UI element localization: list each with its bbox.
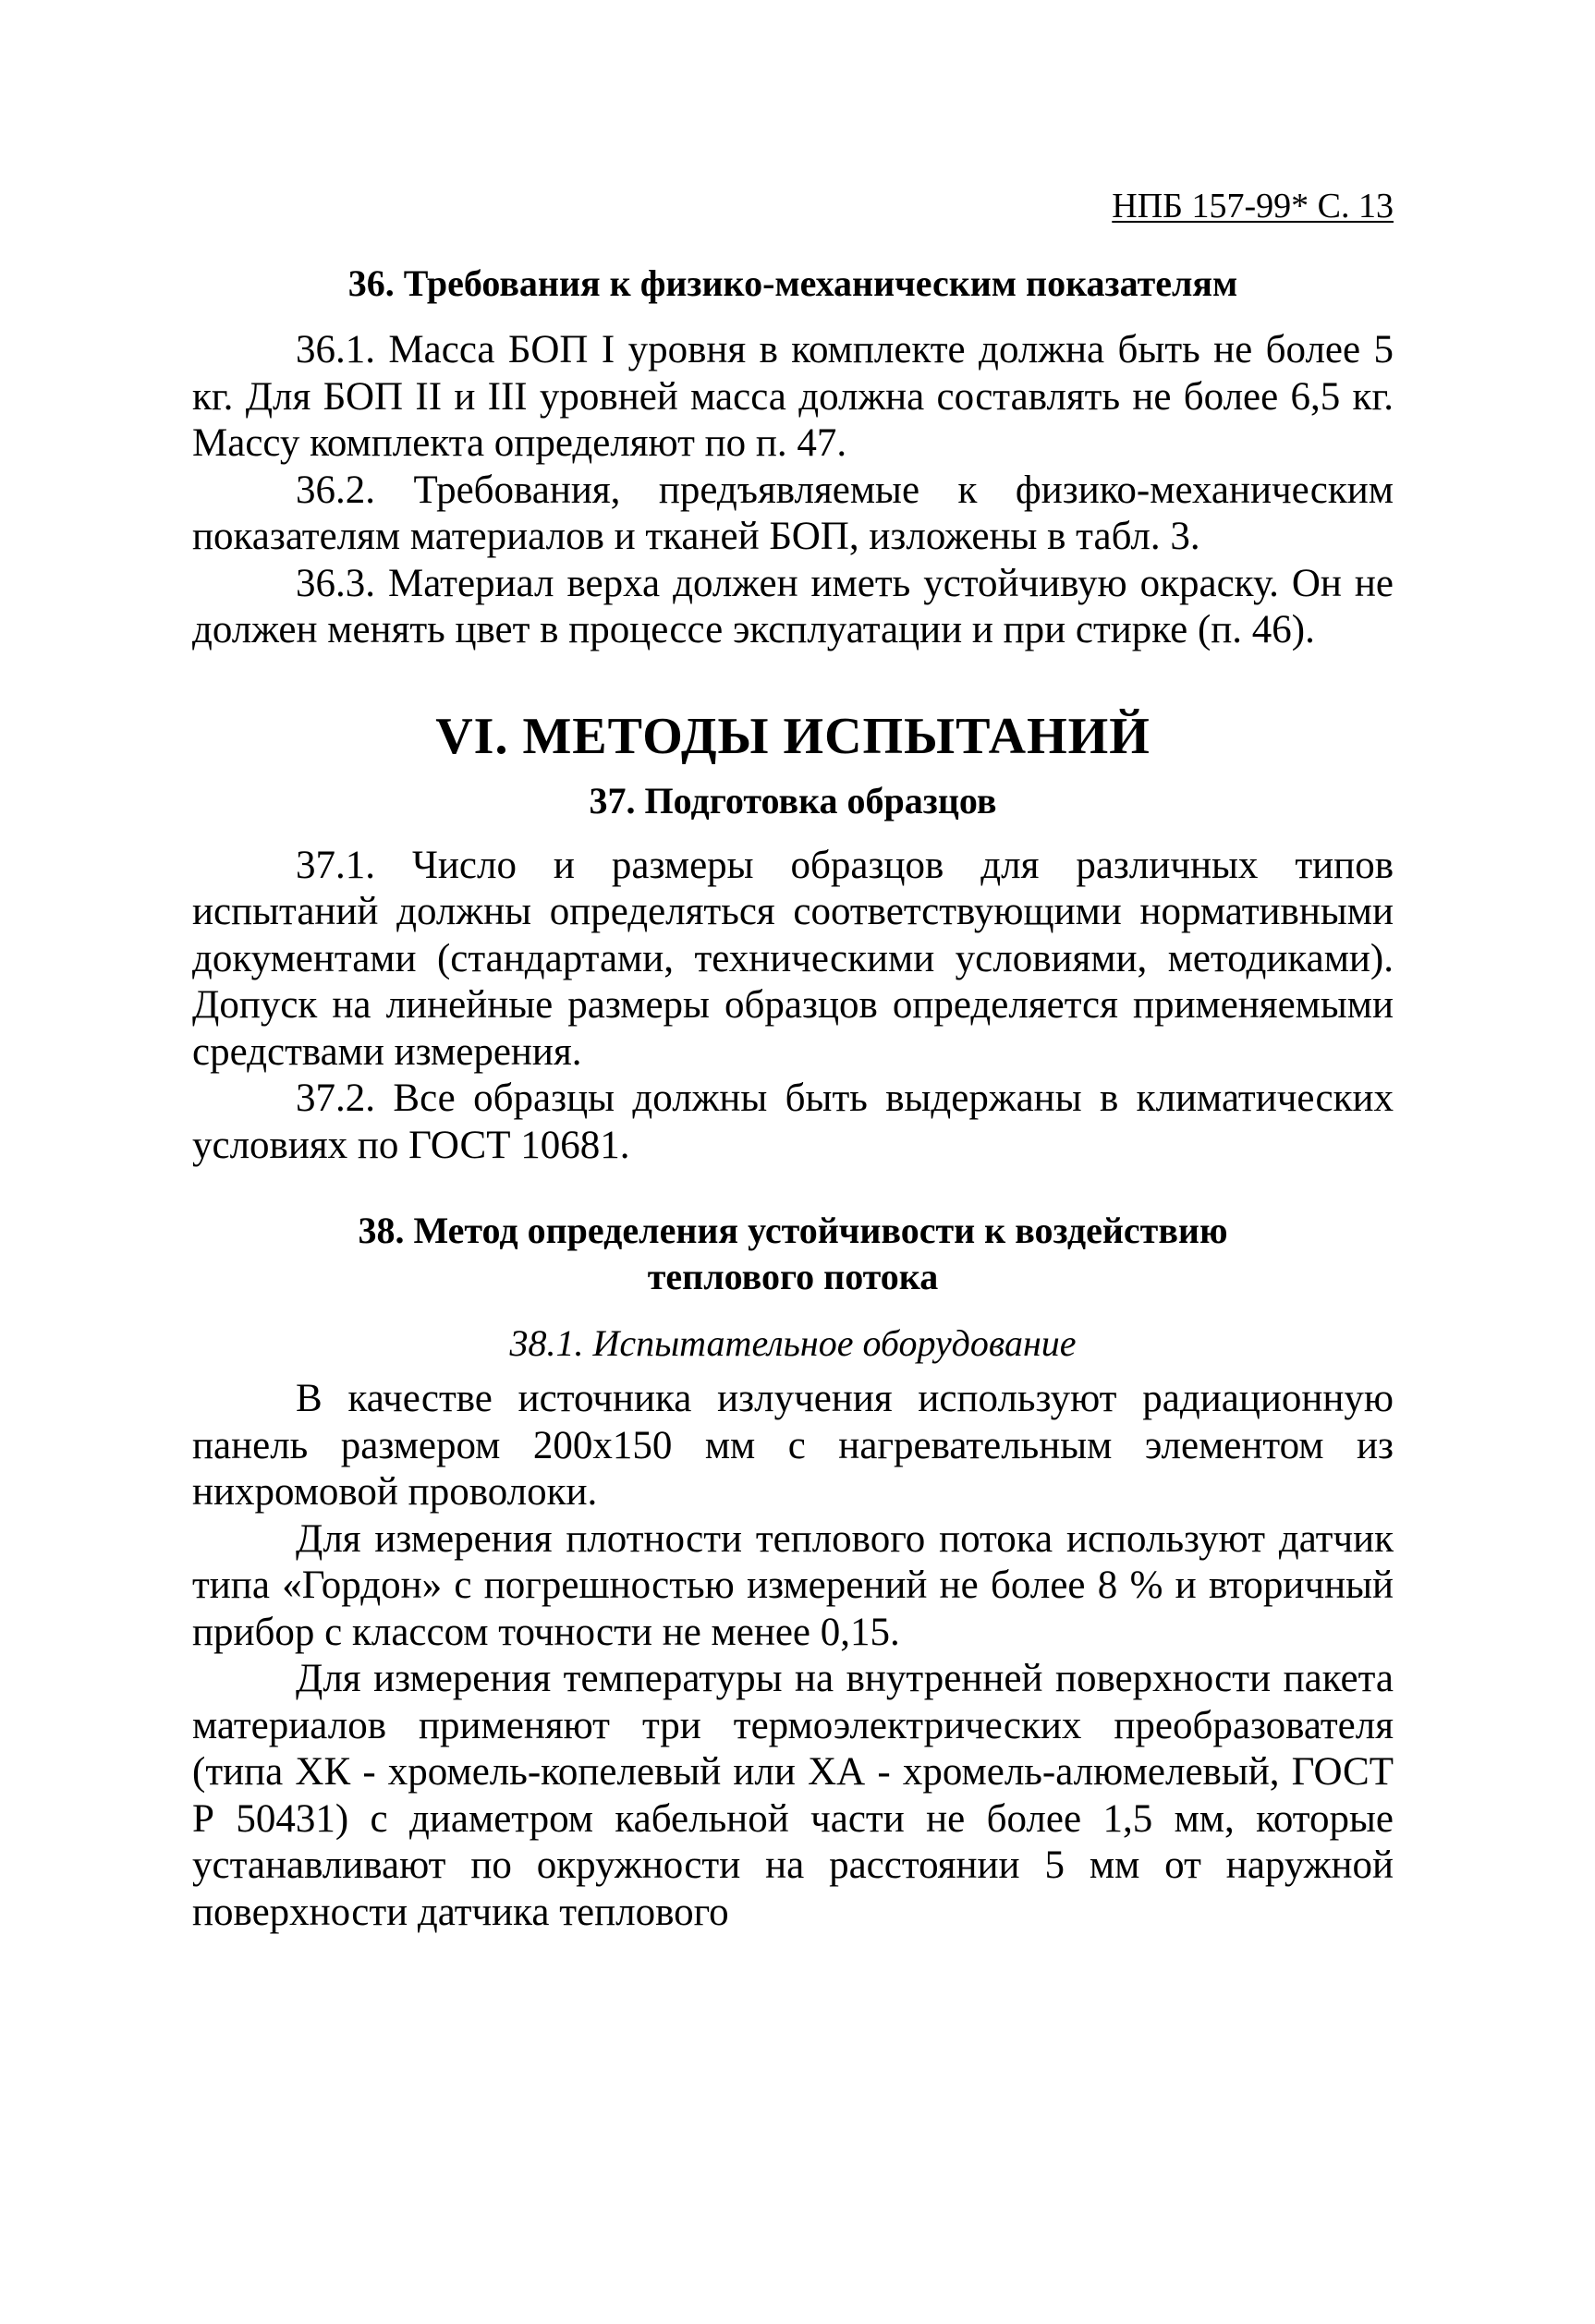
section-38-title — [192, 1208, 1394, 1300]
paragraph-37-2: 37.2. Все образцы должны быть выдержаны в климатических условиях по ГОСТ 10681. — [192, 1077, 1394, 1167]
paragraph-36-3: 36.3. Материал верха должен иметь устойчивую окраску. Он не должен менять цвет в процессе эксплуатации и при стирке (п. 46). — [192, 561, 1394, 651]
document-page — [192, 185, 1394, 1936]
section-38-title-line-2: теплового потока — [647, 1256, 939, 1297]
paragraph-38-1-b: Для измерения плотности теплового потока используют датчик типа «Гордон» с погрешностью измерений не более 8 % и вторичный прибор с классом точности не менее 0,15. — [192, 1516, 1394, 1654]
section-36-title: 36. Требования к физико-механическим показателям — [347, 262, 1238, 304]
paragraph-36-2: 36.2. Требования, предъявляемые к физико-механическим показателям материалов и тканей БОП, изложены в табл. 3. — [192, 468, 1394, 558]
section-37-title: 37. Подготовка образцов — [589, 779, 997, 821]
paragraph-36-1: 36.1. Масса БОП I уровня в комплекте должна быть не более 5 кг. Для БОП II и III уровней масса должна составлять не более 6,5 кг. Массу комплекта определяют по п. 47. — [192, 328, 1394, 465]
section-38-title-line-1: 38. Метод определения устойчивости к воздействию — [358, 1210, 1228, 1251]
subsection-38-1-title: 38.1. Испытательное оборудование — [509, 1322, 1077, 1364]
chapter-title: VI. МЕТОДЫ ИСПЫТАНИЙ — [435, 707, 1151, 765]
page-header-doc-code: НПБ 157-99* С. 13 — [1112, 187, 1394, 225]
paragraph-37-1: 37.1. Число и размеры образцов для различных типов испытаний должны определяться соответствующими нормативными документами (стандартами, техническими условиями, методиками). Допуск на линейные размеры образцов определяется применяемыми средствами измерения. — [192, 843, 1394, 1074]
paragraph-38-1-a: В качестве источника излучения используют радиационную панель размером 200х150 мм с нагревательным элементом из нихромовой проволоки. — [192, 1377, 1394, 1514]
paragraph-38-1-c: Для измерения температуры на внутренней поверхности пакета материалов применяют три термоэлектрических преобразователя (типа ХК - хромель-копелевый или ХА - хромель-алюмелевый, ГОСТ Р 50431) с диаметром кабельной части не более 1,5 мм, которые устанавливают по окружности на расстоянии 5 мм от наружной поверхности датчика теплового — [192, 1657, 1394, 1934]
